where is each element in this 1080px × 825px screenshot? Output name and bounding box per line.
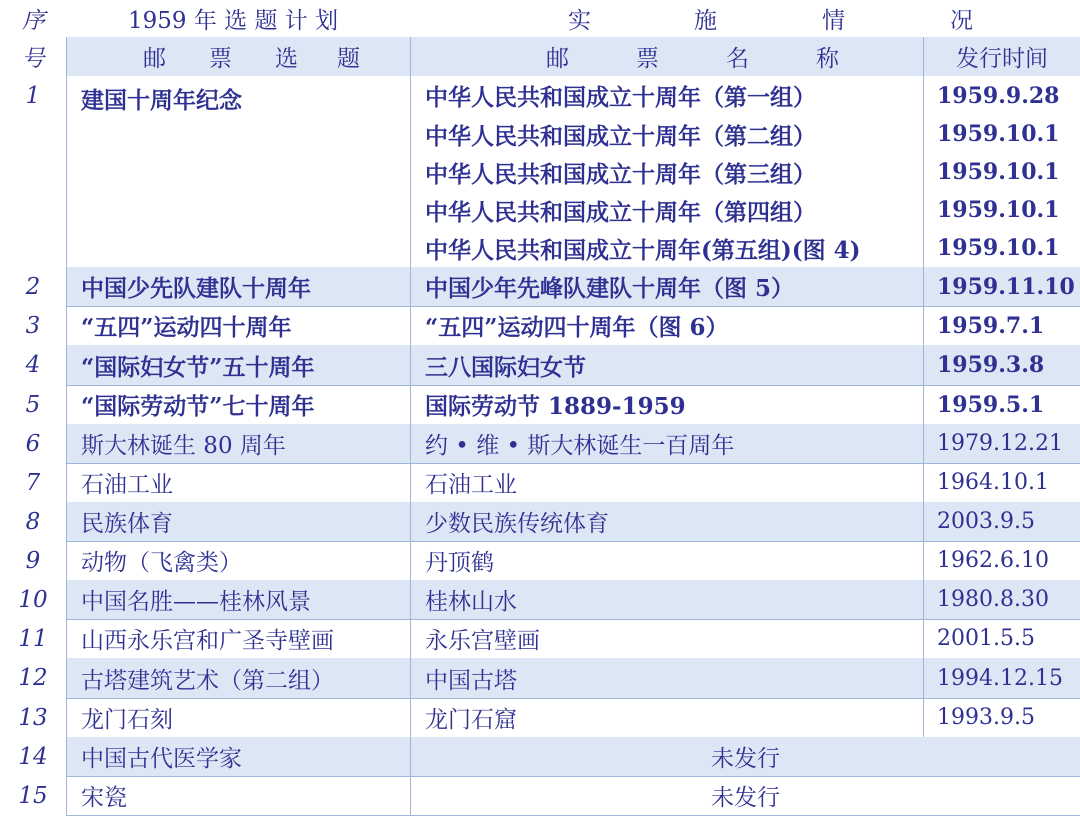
unissued-status: 未发行 xyxy=(410,776,1080,815)
issue-date: 1959.11.10 xyxy=(923,267,1080,306)
table-row xyxy=(0,306,1080,345)
stamp-name: 约 • 维 • 斯大林诞生一百周年 xyxy=(410,424,923,463)
plan-topic: 古塔建筑艺术（第二组） xyxy=(66,658,410,698)
stamp-name: 三八国际妇女节 xyxy=(410,345,923,385)
header-name-char-1: 邮 xyxy=(546,46,569,72)
issue-date: 1959.10.1 xyxy=(923,191,1080,229)
row-no: 15 xyxy=(18,782,48,809)
plan-topic: 动物（飞禽类） xyxy=(66,541,410,580)
issue-date: 1959.5.1 xyxy=(923,385,1080,424)
issue-date: 2003.9.5 xyxy=(923,502,1080,541)
plan-topic: 中国少先队建队十周年 xyxy=(66,267,410,306)
table-row xyxy=(0,658,1080,698)
group1-item xyxy=(0,153,1080,191)
header-impl-char-4: 况 xyxy=(950,8,973,34)
plan-topic: 中国名胜——桂林风景 xyxy=(66,580,410,619)
issue-date: 1993.9.5 xyxy=(923,698,1080,737)
header-name-char-3: 名 xyxy=(726,46,749,72)
header-name-char-2: 票 xyxy=(636,46,659,72)
plan-topic: 龙门石刻 xyxy=(66,698,410,737)
group1-item xyxy=(0,115,1080,153)
stamp-name: 丹顶鹤 xyxy=(410,541,923,580)
group1-plan: 建国十周年纪念 xyxy=(66,76,410,267)
header-topic-char-4: 题 xyxy=(337,46,360,72)
row-no: 14 xyxy=(18,743,48,770)
issue-date: 1959.10.1 xyxy=(923,229,1080,267)
table-row xyxy=(0,776,1080,815)
table-row xyxy=(0,541,1080,580)
header-hao: 号 xyxy=(21,46,45,72)
header-name xyxy=(410,37,923,76)
table-row xyxy=(0,385,1080,424)
unissued-status: 未发行 xyxy=(410,737,1080,776)
group1-item xyxy=(0,191,1080,229)
stamp-name: 中华人民共和国成立十周年（第三组） xyxy=(410,153,923,191)
stamp-name: 桂林山水 xyxy=(410,580,923,619)
row-no: 11 xyxy=(18,625,48,652)
table-row xyxy=(0,424,1080,463)
issue-date: 1959.9.28 xyxy=(923,76,1080,115)
group1-item xyxy=(0,229,1080,267)
table-row xyxy=(0,345,1080,385)
stamp-name: 国际劳动节 1889-1959 xyxy=(410,385,923,424)
issue-date: 1962.6.10 xyxy=(923,541,1080,580)
row-no: 3 xyxy=(25,312,41,339)
issue-date: 1979.12.21 xyxy=(923,424,1080,463)
row-no: 1 xyxy=(25,82,41,109)
header-xu: 序 xyxy=(22,8,45,34)
header-plan-title: 1959 年 选 题 计 划 xyxy=(128,8,339,34)
group1-item xyxy=(0,76,1080,115)
issue-date: 1959.10.1 xyxy=(923,153,1080,191)
header-impl-char-2: 施 xyxy=(694,8,717,34)
plan-topic: “五四”运动四十周年 xyxy=(66,306,410,345)
plan-topic: 宋瓷 xyxy=(66,776,410,815)
plan-topic: 石油工业 xyxy=(66,463,410,502)
table-row xyxy=(0,737,1080,776)
stamp-name: 中华人民共和国成立十周年(第五组)(图 4) xyxy=(410,229,923,267)
stamp-name: 中华人民共和国成立十周年（第四组） xyxy=(410,191,923,229)
plan-topic: 中国古代医学家 xyxy=(66,737,410,776)
issue-date: 2001.5.5 xyxy=(923,619,1080,658)
row-no: 7 xyxy=(25,469,41,496)
header-topic-char-3: 选 xyxy=(275,46,298,72)
divider xyxy=(66,815,1080,816)
header-impl-char-1: 实 xyxy=(568,8,591,34)
row-no: 12 xyxy=(18,665,48,691)
stamp-name: 中国少年先峰队建队十周年（图 5） xyxy=(410,267,923,306)
plan-topic: 民族体育 xyxy=(66,502,410,541)
row-no: 4 xyxy=(25,352,41,378)
header-topic xyxy=(66,37,410,76)
stamp-name: 龙门石窟 xyxy=(410,698,923,737)
row-no: 5 xyxy=(25,391,41,418)
stamp-name: 中华人民共和国成立十周年（第一组） xyxy=(410,76,923,115)
table-row xyxy=(0,619,1080,658)
stamp-name: 永乐宫壁画 xyxy=(410,619,923,658)
header-date: 发行时间 xyxy=(923,37,1080,76)
header-name-char-4: 称 xyxy=(816,46,839,72)
header-topic-char-1: 邮 xyxy=(143,46,166,72)
plan-topic: “国际劳动节”七十周年 xyxy=(66,385,410,424)
header-row-1 xyxy=(0,0,1080,37)
stamp-name: “五四”运动四十周年（图 6） xyxy=(410,306,923,345)
plan-topic: 山西永乐宫和广圣寺壁画 xyxy=(66,619,410,658)
row-no: 6 xyxy=(25,430,41,457)
table-row xyxy=(0,463,1080,502)
stamp-name: 中华人民共和国成立十周年（第二组） xyxy=(410,115,923,153)
issue-date: 1964.10.1 xyxy=(923,463,1080,502)
issue-date: 1959.3.8 xyxy=(923,345,1080,385)
row-no: 13 xyxy=(18,704,48,731)
table-row xyxy=(0,580,1080,619)
header-row-2 xyxy=(0,37,1080,76)
plan-topic: “国际妇女节”五十周年 xyxy=(66,345,410,385)
header-impl-char-3: 情 xyxy=(822,8,845,34)
issue-date: 1959.10.1 xyxy=(923,115,1080,153)
table-row xyxy=(0,267,1080,306)
table-row xyxy=(0,502,1080,541)
issue-date: 1980.8.30 xyxy=(923,580,1080,619)
row-no: 2 xyxy=(25,273,41,300)
row-no: 8 xyxy=(25,508,41,535)
stamp-name: 中国古塔 xyxy=(410,658,923,698)
issue-date: 1994.12.15 xyxy=(923,658,1080,698)
table-row xyxy=(0,698,1080,737)
row-no: 9 xyxy=(25,547,41,574)
stamp-name: 少数民族传统体育 xyxy=(410,502,923,541)
header-topic-char-2: 票 xyxy=(209,46,232,72)
row-no: 10 xyxy=(18,586,48,613)
plan-topic: 斯大林诞生 80 周年 xyxy=(66,424,410,463)
stamp-name: 石油工业 xyxy=(410,463,923,502)
issue-date: 1959.7.1 xyxy=(923,306,1080,345)
